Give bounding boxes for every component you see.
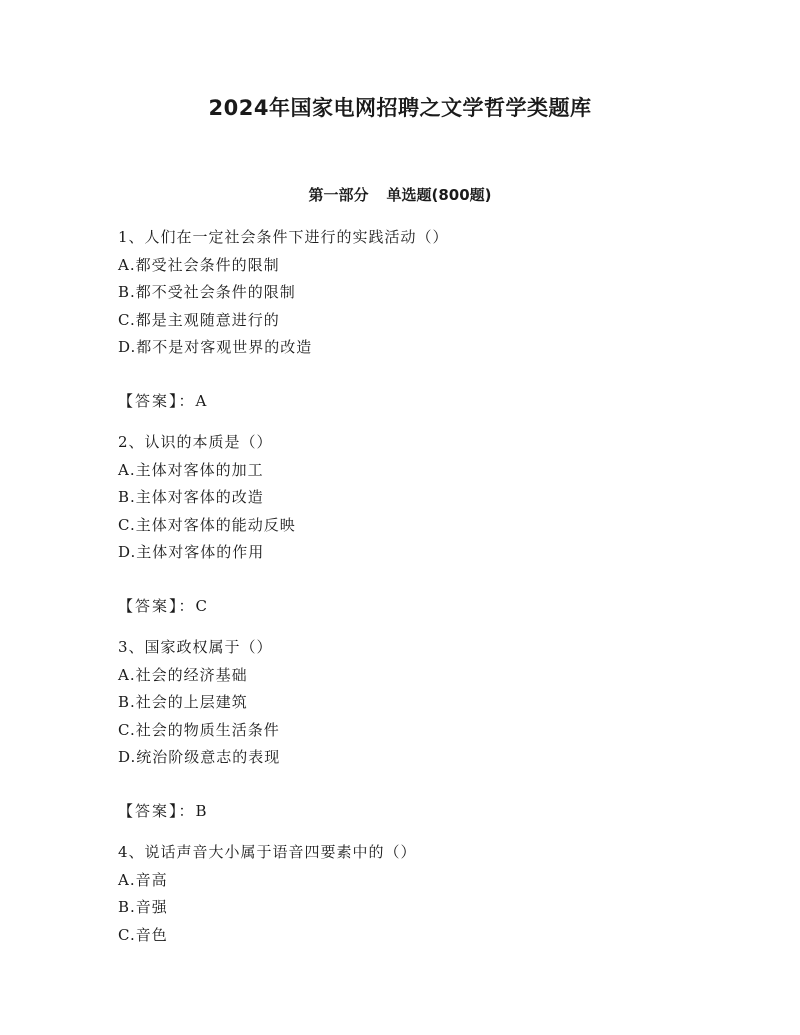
question-stem: 4、说话声音大小属于语音四要素中的（） [118, 843, 417, 861]
option-a: A.社会的经济基础 [118, 665, 248, 684]
section-name: 单选题(800题) [386, 186, 492, 204]
question-stem: 3、国家政权属于（） [118, 638, 273, 656]
question-list [118, 224, 718, 949]
option-b: B.主体对客体的改造 [118, 488, 264, 506]
option-d: D.统治阶级意志的表现 [118, 748, 281, 766]
question-stem: 1、人们在一定社会条件下进行的实践活动（） [118, 228, 449, 246]
option-b: B.音强 [118, 898, 168, 916]
option-c: C.都是主观随意进行的 [118, 310, 280, 329]
answer-line [118, 388, 718, 416]
document-title: 2024年国家电网招聘之文学哲学类题库 [208, 96, 592, 120]
option-b: B.都不受社会条件的限制 [118, 283, 296, 301]
option-d: D.都不是对客观世界的改造 [118, 338, 313, 356]
question-item [118, 429, 718, 620]
answer-label: 【答案】： [118, 391, 196, 410]
section-part: 第一部分 [308, 186, 369, 204]
question-item [118, 634, 718, 825]
answer-label: 【答案】： [118, 801, 196, 820]
answer-value: B [195, 801, 208, 820]
question-item [118, 839, 718, 949]
answer-value: A [195, 391, 208, 410]
option-c: C.主体对客体的能动反映 [118, 515, 296, 534]
question-item [118, 224, 718, 415]
answer-line [118, 798, 718, 826]
option-d: D.主体对客体的作用 [118, 543, 265, 561]
option-c: C.音色 [118, 925, 168, 944]
answer-line [118, 593, 718, 621]
option-b: B.社会的上层建筑 [118, 693, 248, 711]
section-heading [0, 184, 800, 205]
question-stem: 2、认识的本质是（） [118, 433, 273, 451]
option-a: A.都受社会条件的限制 [118, 255, 280, 274]
answer-value: C [195, 596, 208, 615]
option-a: A.音高 [118, 870, 168, 889]
option-c: C.社会的物质生活条件 [118, 720, 280, 739]
option-a: A.主体对客体的加工 [118, 460, 264, 479]
answer-label: 【答案】： [118, 596, 196, 615]
